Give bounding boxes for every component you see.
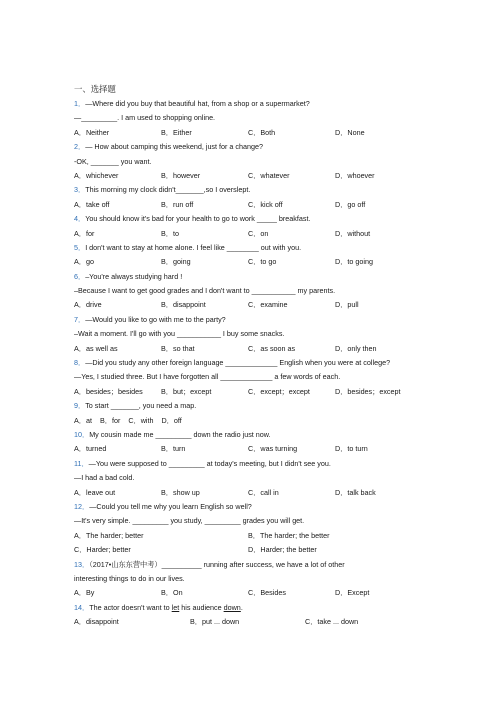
question-item	[74, 457, 434, 500]
question-number: 2．	[74, 142, 86, 152]
option-choice[interactable]: C．kick off	[248, 199, 283, 209]
question-stem: 11．—You were supposed to _________ at today's meeting, but I didn't see you.	[74, 458, 331, 468]
question-item	[74, 212, 434, 241]
option-choice[interactable]: B．going	[161, 257, 191, 267]
question-item	[74, 399, 434, 428]
question-item	[74, 140, 434, 183]
question-number: 13．	[74, 559, 90, 569]
option-choice[interactable]: A．for	[74, 228, 95, 238]
question-item	[74, 601, 434, 630]
option-choice[interactable]: C．was turning	[248, 444, 298, 454]
options-row	[74, 615, 434, 629]
option-choice[interactable]: A．take off	[74, 199, 110, 209]
question-number: 3．	[74, 185, 86, 195]
option-choice[interactable]: B．so that	[161, 343, 195, 353]
question-item	[74, 500, 434, 558]
options-row	[74, 126, 434, 140]
question-stem: 5．I don't want to stay at home alone. I feel like ________ out with you.	[74, 242, 302, 252]
option-choice[interactable]: B．The harder; the better	[248, 530, 330, 540]
question-stem: 14．The actor doesn't want to let his audience down.	[74, 602, 243, 612]
question-stem: 10．My cousin made me _________ down the radio just now.	[74, 429, 271, 439]
option-choice[interactable]: A．The harder; better	[74, 530, 144, 540]
option-choice[interactable]: A．disappoint	[74, 617, 119, 627]
option-choice[interactable]: A．go	[74, 257, 94, 267]
option-choice[interactable]: B．but；except	[161, 386, 212, 396]
option-choice[interactable]: C．Besides	[248, 588, 286, 598]
question-line: interesting things to do in our lives.	[74, 573, 185, 583]
question-number: 8．	[74, 358, 86, 368]
question-stem: 13．（2017•山东东营中考）__________ running after success, we have a lot of other	[74, 559, 345, 569]
option-choice[interactable]: D．to turn	[335, 444, 368, 454]
options-row	[74, 529, 434, 543]
option-choice[interactable]: C．Harder; better	[74, 545, 131, 555]
option-choice[interactable]: A．Neither	[74, 127, 110, 137]
question-item	[74, 558, 434, 601]
question-line: –Because I want to get good grades and I don't want to ___________ my parents.	[74, 286, 336, 296]
question-stem: 9．To start _______, you need a map.	[74, 401, 197, 411]
question-number: 4．	[74, 214, 86, 224]
question-line: —_________. I am used to shopping online.	[74, 113, 216, 123]
question-number: 12．	[74, 501, 90, 511]
question-stem: 6．–You're always studying hard !	[74, 271, 183, 281]
option-choice[interactable]: B．Either	[161, 127, 192, 137]
option-choice[interactable]: B．however	[161, 170, 201, 180]
option-choice[interactable]: C．call in	[248, 487, 279, 497]
options-row	[74, 298, 434, 312]
option-choice[interactable]: D．Harder; the better	[248, 545, 317, 555]
option-choice[interactable]: A．By	[74, 588, 95, 598]
question-item	[74, 356, 434, 399]
options-row-inline[interactable]: A．at B．for C．with D．off	[74, 415, 182, 425]
option-choice[interactable]: D．without	[335, 228, 371, 238]
option-choice[interactable]: D．None	[335, 127, 365, 137]
question-list	[74, 83, 434, 629]
options-row	[74, 586, 434, 600]
question-stem: 2．— How about camping this weekend, just for a change?	[74, 142, 263, 152]
question-number: 14．	[74, 602, 90, 612]
question-item	[74, 183, 434, 212]
question-item	[74, 97, 434, 140]
question-number: 5．	[74, 242, 86, 252]
question-item	[74, 428, 434, 457]
option-choice[interactable]: A．as well as	[74, 343, 118, 353]
question-number: 6．	[74, 271, 86, 281]
option-choice[interactable]: A．leave out	[74, 487, 116, 497]
option-choice[interactable]: C．to go	[248, 257, 277, 267]
option-choice[interactable]: D．only then	[335, 343, 377, 353]
option-choice[interactable]: D．Except	[335, 588, 370, 598]
option-choice[interactable]: D．to going	[335, 257, 373, 267]
option-choice[interactable]: A．turned	[74, 444, 107, 454]
question-number: 7．	[74, 314, 86, 324]
options-row	[74, 227, 434, 241]
option-choice[interactable]: C．on	[248, 228, 269, 238]
underlined-word: let	[171, 602, 180, 612]
question-item	[74, 241, 434, 270]
option-choice[interactable]: B．to	[161, 228, 179, 238]
options-row	[74, 442, 434, 456]
question-line: -OK, _______ you want.	[74, 156, 152, 166]
question-item	[74, 270, 434, 313]
option-choice[interactable]: D．whoever	[335, 170, 375, 180]
question-line: —I had a bad cold.	[74, 473, 135, 483]
question-item	[74, 313, 434, 356]
option-choice[interactable]: B．put ... down	[190, 617, 240, 627]
option-choice[interactable]: B．run off	[161, 199, 194, 209]
option-choice[interactable]: C．take ... down	[305, 617, 359, 627]
option-choice[interactable]: B．On	[161, 588, 183, 598]
option-choice[interactable]: B．turn	[161, 444, 186, 454]
question-stem: 4．You should know it's bad for your health to go to work _____ breakfast.	[74, 214, 311, 224]
option-choice[interactable]: C．whatever	[248, 170, 290, 180]
question-number: 11．	[74, 458, 89, 468]
option-choice[interactable]: B．show up	[161, 487, 200, 497]
option-choice[interactable]: A．drive	[74, 300, 102, 310]
question-stem: 1．—Where did you buy that beautiful hat, from a shop or a supermarket?	[74, 99, 310, 108]
question-stem: 8．—Did you study any other foreign language _____________ English when you were at college?	[74, 358, 391, 368]
option-choice[interactable]: B．disappoint	[161, 300, 206, 310]
option-choice[interactable]: D．talk back	[335, 487, 376, 497]
option-choice[interactable]: C．as soon as	[248, 343, 296, 353]
question-stem: 3．This morning my clock didn't_______,so I overslept.	[74, 185, 251, 195]
question-stem: 7．—Would you like to go with me to the party?	[74, 314, 226, 324]
question-number: 9．	[74, 401, 86, 411]
options-row	[74, 342, 434, 356]
question-number: 1．	[74, 99, 86, 108]
option-choice[interactable]: C．except；except	[248, 386, 310, 396]
options-row	[74, 198, 434, 212]
question-line: —Yes, I studied three. But I have forgotten all _____________ a few words of each.	[74, 372, 341, 382]
question-line: —It's very simple. _________ you study, _________ grades you will get.	[74, 516, 305, 526]
options-row	[74, 255, 434, 269]
question-number: 10．	[74, 429, 90, 439]
option-choice[interactable]: A．whichever	[74, 170, 119, 180]
question-line: –Wait a moment. I'll go with you ___________ I buy some snacks.	[74, 329, 285, 339]
option-choice[interactable]: D．pull	[335, 300, 359, 310]
options-row	[74, 486, 434, 500]
option-choice[interactable]: C．Both	[248, 127, 276, 137]
option-choice[interactable]: D．go off	[335, 199, 366, 209]
underlined-word: down	[223, 602, 241, 612]
option-choice[interactable]: D．besides；except	[335, 386, 401, 396]
option-choice[interactable]: C．examine	[248, 300, 288, 310]
options-row	[74, 169, 434, 183]
option-choice[interactable]: A．besides；besides	[74, 386, 143, 396]
options-row	[74, 543, 434, 557]
section-title: 一、选择题	[74, 84, 116, 94]
question-stem: 12．—Could you tell me why you learn English so well?	[74, 501, 252, 511]
options-row	[74, 385, 434, 399]
